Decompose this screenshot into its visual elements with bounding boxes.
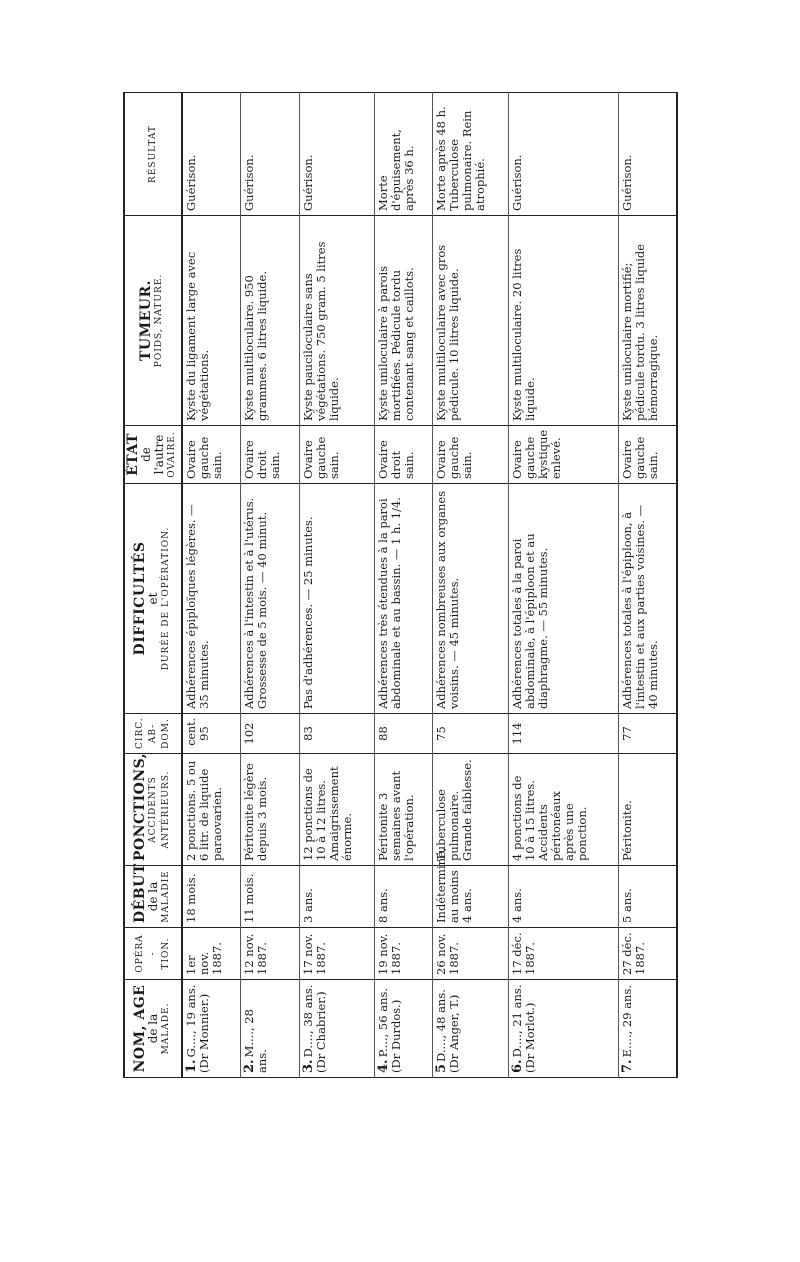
header-debut-l3: MALADIE <box>160 870 171 923</box>
difficultes-text: Adhérences nombreuses aux organes voisins. — 45 minutes. <box>434 490 462 709</box>
circ-text: 77 <box>619 726 634 741</box>
cell-resultat <box>241 93 299 216</box>
difficultes-text: Adhérences très étendues à la paroi abdominale et au bassin. — 1 h. 1/4. <box>376 497 404 709</box>
cell-ponctions <box>375 754 433 866</box>
etat-text: Ovaire gauche sain. <box>434 436 475 479</box>
cell-operation <box>241 928 299 980</box>
cell-tumeur <box>241 216 299 426</box>
row-number: 2. <box>242 1059 258 1073</box>
cell-difficultes <box>182 484 241 714</box>
row-number: 5 <box>434 1063 450 1073</box>
debut-text: 11 mois. <box>242 873 257 923</box>
header-resultat <box>124 93 182 216</box>
cell-etat <box>182 426 241 484</box>
header-operation-l1: OPÉRA - <box>134 934 158 973</box>
cell-malade <box>508 980 618 1078</box>
ponctions-text: 4 ponctions de 10 à 15 litres. Accidents péritonéaux après une ponction. <box>509 775 589 861</box>
row-number: 6. <box>509 1059 525 1073</box>
cell-operation <box>182 928 241 980</box>
header-etat-l3: OVAIRE. <box>167 431 177 478</box>
cell-etat <box>508 426 618 484</box>
etat-text: Ovaire droit sain. <box>242 440 283 479</box>
cell-etat <box>375 426 433 484</box>
operation-text: 19 nov. 1887. <box>376 933 404 975</box>
ponctions-text: Péritonite légère depuis 3 mois. <box>242 763 270 861</box>
tumeur-text: Kyste uniloculaire mortifié; pédicule tordu. 3 litres liquide hémorragique. <box>619 243 660 421</box>
header-ponctions <box>124 754 182 866</box>
table-row <box>182 93 241 1078</box>
cell-ponctions <box>508 754 618 866</box>
header-etat <box>124 426 182 484</box>
cell-debut <box>618 866 677 928</box>
tumeur-text: Kyste pauciloculaire sans végétations. 750 gram. 5 litres liquide. <box>300 241 341 421</box>
cell-etat <box>618 426 677 484</box>
ponctions-text: Tuberculose pulmonaire. Grande faiblesse. <box>434 759 475 861</box>
header-circ-l1: CIRC. <box>134 717 145 749</box>
header-malade-l1: NOM, AGE <box>131 984 148 1073</box>
cell-operation <box>618 928 677 980</box>
resultat-text: Guérison. <box>184 154 198 211</box>
resultat-text: Morte après 48 h. Tuberculose pulmonaire. Rein atrophié. <box>434 106 488 211</box>
cell-debut <box>241 866 299 928</box>
header-circ-l3: DOM. <box>160 718 171 749</box>
cell-ponctions <box>299 754 374 866</box>
header-difficultes-l3: DURÉE DE L'OPÉRATION. <box>160 526 171 671</box>
malade-text: D...., 38 ans. (Dr Chabrier.) <box>300 984 328 1073</box>
cell-ponctions <box>433 754 508 866</box>
cell-circ <box>375 714 433 754</box>
cell-circ <box>618 714 677 754</box>
table-row <box>299 93 374 1078</box>
cell-ponctions <box>182 754 241 866</box>
circ-unit: cent. <box>185 718 198 746</box>
cell-difficultes <box>433 484 508 714</box>
etat-text: Ovaire gauche kystique enlevé. <box>509 429 563 479</box>
difficultes-text: Adhérences à l'intestin et à l'utérus. Grossesse de 5 mois. — 40 minut. <box>242 497 270 709</box>
debut-text: 3 ans. <box>300 888 315 923</box>
etat-text: Ovaire gauche sain. <box>184 436 224 479</box>
cell-difficultes <box>241 484 299 714</box>
header-ponctions-l3: ANTÉRIEURS. <box>160 770 171 849</box>
header-circ <box>124 714 182 754</box>
malade-text: M...., 28 ans. <box>242 1009 270 1073</box>
table-body <box>182 93 677 1078</box>
header-row <box>124 93 182 1078</box>
header-tumeur-l2: POIDS, NATURE. <box>154 273 164 368</box>
malade-text: D...., 48 ans. (Dr Anger, T.) <box>434 989 462 1073</box>
cell-tumeur <box>375 216 433 426</box>
tumeur-text: Kyste uniloculaire à parois mortifiées. Pédicule tordu contenant sang et caillots. <box>376 265 417 421</box>
ponctions-text: 2 ponctions. 5 ou 6 litr. de liquide paraovarien. <box>184 760 224 861</box>
cell-debut <box>375 866 433 928</box>
cell-resultat <box>182 93 241 216</box>
cell-etat <box>241 426 299 484</box>
cell-operation <box>508 928 618 980</box>
difficultes-text: Adhérences totales à la paroi abdominale, à l'épiploon et au diaphragme. — 55 minutes. <box>509 533 550 709</box>
row-number: 4. <box>376 1059 392 1073</box>
cell-difficultes <box>299 484 374 714</box>
circ-text: 102 <box>242 722 257 745</box>
header-debut <box>124 863 182 928</box>
header-circ-l2: AB- <box>147 723 158 744</box>
malade-text: D...., 21 ans. (Dr Morlot.) <box>509 984 537 1073</box>
circ-text: 83 <box>300 726 315 741</box>
cell-ponctions <box>241 754 299 866</box>
table-row <box>508 93 618 1078</box>
header-difficultes-l2: et <box>145 592 160 605</box>
cell-difficultes <box>508 484 618 714</box>
table-row <box>241 93 299 1078</box>
operation-text: 12 nov. 1887. <box>242 933 270 975</box>
cell-operation <box>433 928 508 980</box>
difficultes-text: Adhérences totales à l'épiploon, à l'intestin et aux parties voisines. — 40 minutes. <box>619 504 660 709</box>
header-malade-l2: de la <box>145 1013 160 1044</box>
operation-text: 27 déc. 1887. <box>619 932 647 975</box>
cell-operation <box>299 928 374 980</box>
cell-malade <box>299 980 374 1078</box>
header-difficultes <box>124 484 182 714</box>
cell-malade <box>618 980 677 1078</box>
cell-malade <box>182 980 241 1078</box>
cell-debut <box>299 866 374 928</box>
cell-tumeur <box>433 216 508 426</box>
row-number: 7. <box>619 1059 635 1073</box>
header-etat-l1: ÉTAT <box>125 433 141 476</box>
header-tumeur <box>124 216 182 426</box>
row-number: 1. <box>184 1059 199 1073</box>
malade-text: E...., 29 ans. <box>619 984 634 1058</box>
operation-text: 1er nov. 1887. <box>184 942 224 975</box>
debut-text: 5 ans. <box>619 888 634 923</box>
cell-circ <box>508 714 618 754</box>
resultat-text: Guérison. <box>300 154 315 211</box>
header-etat-l2: de l'autre <box>139 434 166 475</box>
cell-difficultes <box>618 484 677 714</box>
ponctions-text: Péritonite. <box>619 800 634 861</box>
cell-difficultes <box>375 484 433 714</box>
header-ponctions-l2: ACCIDENTS <box>147 776 158 843</box>
cell-circ <box>182 714 241 754</box>
table-row <box>433 93 508 1078</box>
difficultes-text: Pas d'adhérences. — 25 minutes. <box>300 516 315 709</box>
cell-malade <box>375 980 433 1078</box>
circ-text: 75 <box>434 726 449 741</box>
debut-text: Indéterminé, au moins 4 ans. <box>434 847 475 923</box>
table-row <box>375 93 433 1078</box>
circ-text: 114 <box>509 722 524 745</box>
etat-text: Ovaire droit sain. <box>376 440 417 479</box>
row-number: 3. <box>300 1059 316 1073</box>
header-malade <box>124 980 182 1078</box>
debut-text: 8 ans. <box>376 888 391 923</box>
cell-circ <box>433 714 508 754</box>
malade-text: G...., 19 ans. (Dr Monnier.) <box>184 984 211 1073</box>
cell-etat <box>299 426 374 484</box>
operation-text: 17 déc. 1887. <box>509 932 537 975</box>
cell-resultat <box>618 93 677 216</box>
cell-resultat <box>508 93 618 216</box>
header-operation-l2: TION. <box>160 937 171 970</box>
header-operation <box>124 928 182 980</box>
cell-ponctions <box>618 754 677 866</box>
cell-tumeur <box>508 216 618 426</box>
header-malade-l3: MALADE. <box>160 1002 171 1055</box>
debut-text: 4 ans. <box>509 888 524 923</box>
cell-etat <box>433 426 508 484</box>
cell-resultat <box>375 93 433 216</box>
cell-debut <box>182 866 241 928</box>
tumeur-text: Kyste multiloculaire avec gros pédicule. 10 litres liquide. <box>434 244 462 421</box>
ovariotomy-table <box>123 92 678 1078</box>
cell-operation <box>375 928 433 980</box>
tumeur-text: Kyste multiloculaire. 950 grammes. 6 litres liquide. <box>242 271 270 421</box>
circ-text: 88 <box>376 726 391 741</box>
operation-text: 26 nov. 1887. <box>434 933 462 975</box>
cell-circ <box>299 714 374 754</box>
resultat-text: Morte d'épuisement, après 36 h. <box>376 129 417 211</box>
resultat-text: Guérison. <box>509 154 524 211</box>
cell-tumeur <box>618 216 677 426</box>
tumeur-text: Kyste multiloculaire. 20 litres liquide. <box>509 248 537 421</box>
header-debut-l1: DÉBUT <box>131 863 148 923</box>
debut-text: 18 mois. <box>184 873 198 923</box>
cell-resultat <box>299 93 374 216</box>
header-difficultes-l1: DIFFICULTÉS <box>131 541 148 656</box>
cell-resultat <box>433 93 508 216</box>
header-resultat-l1: RÉSULTAT <box>147 125 158 183</box>
header-ponctions-l1: PONCTIONS, <box>131 752 148 861</box>
cell-debut <box>433 847 508 928</box>
circ-text: 95 <box>197 726 211 741</box>
etat-text: Ovaire gauche sain. <box>300 436 341 479</box>
cell-debut <box>508 866 618 928</box>
header-debut-l2: de la <box>145 881 160 912</box>
resultat-text: Guérison. <box>619 154 634 211</box>
table-row <box>618 93 677 1078</box>
cell-tumeur <box>299 216 374 426</box>
cell-tumeur <box>182 216 241 426</box>
malade-text: P...., 56 ans. (Dr Durdos.) <box>376 987 404 1073</box>
cell-circ <box>241 714 299 754</box>
etat-text: Ovaire gauche sain. <box>619 436 660 479</box>
ponctions-text: 12 ponctions de 10 à 12 litres. Amaigrissement énorme. <box>300 766 354 861</box>
ponctions-text: Péritonite 3 semaines avant l'opération. <box>376 770 417 861</box>
header-tumeur-l1: TUMEUR. <box>138 280 154 362</box>
cell-malade <box>433 980 508 1078</box>
resultat-text: Guérison. <box>242 154 257 211</box>
tumeur-text: Kyste du ligament large avec végétations. <box>184 251 211 421</box>
difficultes-text: Adhérences épiploïques légères. — 35 minutes. <box>184 504 211 709</box>
rotated-table-wrapper <box>123 93 678 1078</box>
cell-malade <box>241 980 299 1078</box>
operation-text: 17 nov. 1887. <box>300 933 328 975</box>
